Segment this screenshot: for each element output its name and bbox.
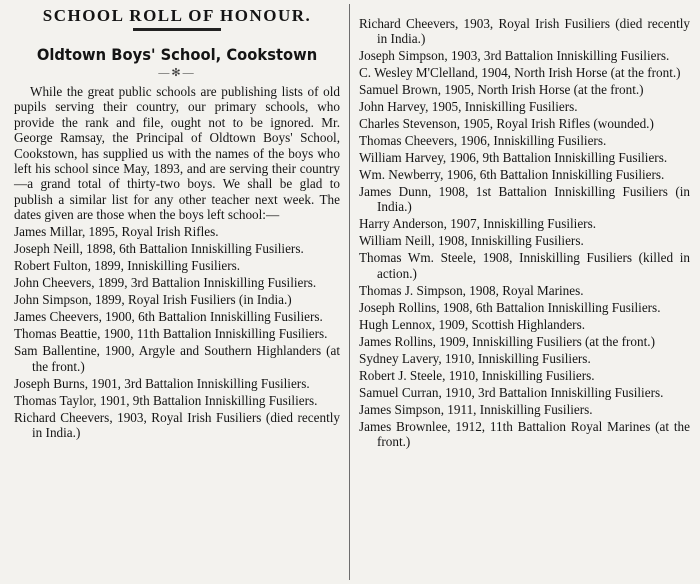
ornament-divider: —✻— [158,67,196,79]
roll-entry: William Harvey, 1906, 9th Battalion Inniskilling Fusiliers. [359,150,668,165]
roll-entry: Thomas Cheevers, 1906, Inniskilling Fusiliers. [359,133,607,148]
intro-paragraph: While the great public schools are publishing lists of old pupils serving their country, our primary schools, who provide the rank and file, ought not to be ignored. Mr. George Ramsay, the Principal of Oldtown Boys' School, Cookstown, has supplied us with the names of the boys who left his school since May, 1893, and are serving their country—a grand total of thirty-two boys. We shall be glad to publish a similar list for any other teacher next week. The dates given are those when the boys left school:— [14,84,340,223]
article-heading: Oldtown Boys' School, Cookstown [36,45,318,64]
roll-entry: Joseph Rollins, 1908, 6th Battalion Inniskilling Fusiliers. [359,299,661,315]
roll-entry: John Simpson, 1899, Royal Irish Fusiliers (in India.) [14,292,292,308]
roll-entry: Hugh Lennox, 1909, Scottish Highlanders. [359,316,585,332]
roll-entry: Sam Ballentine, 1900, Argyle and Southern Highlanders (at the front.) [14,343,340,374]
roll-entry: Harry Anderson, 1907, Inniskilling Fusiliers. [359,216,596,232]
honour-list-right [359,16,690,450]
roll-entry: Thomas Taylor, 1901, 9th Battalion Inniskilling Fusiliers. [14,392,318,408]
roll-entry: James Millar, 1895, Royal Irish Rifles. [14,224,219,240]
roll-entry: Sydney Lavery, 1910, Inniskilling Fusiliers. [359,350,591,366]
roll-entry: John Cheevers, 1899, 3rd Battalion Inniskilling Fusiliers. [14,275,317,291]
title-rule [133,28,221,31]
roll-entry: Joseph Burns, 1901, 3rd Battalion Inniskilling Fusiliers. [14,375,310,391]
roll-entry: Samuel Curran, 1910, 3rd Battalion Inniskilling Fusiliers. [359,384,664,400]
right-column [351,0,700,584]
roll-entry: James Cheevers, 1900, 6th Battalion Inniskilling Fusiliers. [14,309,323,325]
roll-entry: Richard Cheevers, 1903, Royal Irish Fusiliers (died recently in India.) [359,15,690,46]
column-divider [349,4,350,580]
honour-list-left [14,224,340,440]
roll-entry: James Brownlee, 1912, 11th Battalion Royal Marines (at the front.) [359,418,690,450]
roll-entry: William Neill, 1908, Inniskilling Fusiliers. [359,233,584,249]
roll-entry: Thomas Wm. Steele, 1908, Inniskilling Fusiliers (killed in action.) [359,250,690,281]
roll-entry: Samuel Brown, 1905, North Irish Horse (at the front.) [359,82,644,97]
roll-entry: Richard Cheevers, 1903, Royal Irish Fusiliers (died recently in India.) [14,409,340,441]
roll-entry: Robert Fulton, 1899, Inniskilling Fusiliers. [14,258,241,274]
roll-entry: James Dunn, 1908, 1st Battalion Inniskilling Fusiliers (in India.) [359,184,690,215]
roll-entry: Wm. Newberry, 1906, 6th Battalion Inniskilling Fusiliers. [359,167,665,182]
roll-entry: James Simpson, 1911, Inniskilling Fusiliers. [359,401,593,417]
roll-entry: Thomas Beattie, 1900, 11th Battalion Inniskilling Fusiliers. [14,326,328,342]
page-title: SCHOOL ROLL OF HONOUR. [42,6,312,25]
roll-entry: C. Wesley M'Clelland, 1904, North Irish Horse (at the front.) [359,65,681,80]
roll-entry: James Rollins, 1909, Inniskilling Fusiliers (at the front.) [359,333,655,349]
roll-entry: Joseph Neill, 1898, 6th Battalion Inniskilling Fusiliers. [14,241,304,257]
roll-entry: Charles Stevenson, 1905, Royal Irish Rifles (wounded.) [359,116,654,131]
roll-entry: Thomas J. Simpson, 1908, Royal Marines. [359,282,584,298]
roll-entry: Joseph Simpson, 1903, 3rd Battalion Inniskilling Fusiliers. [359,48,670,63]
roll-entry: Robert J. Steele, 1910, Inniskilling Fusiliers. [359,367,595,383]
roll-entry: John Harvey, 1905, Inniskilling Fusiliers. [359,99,578,114]
